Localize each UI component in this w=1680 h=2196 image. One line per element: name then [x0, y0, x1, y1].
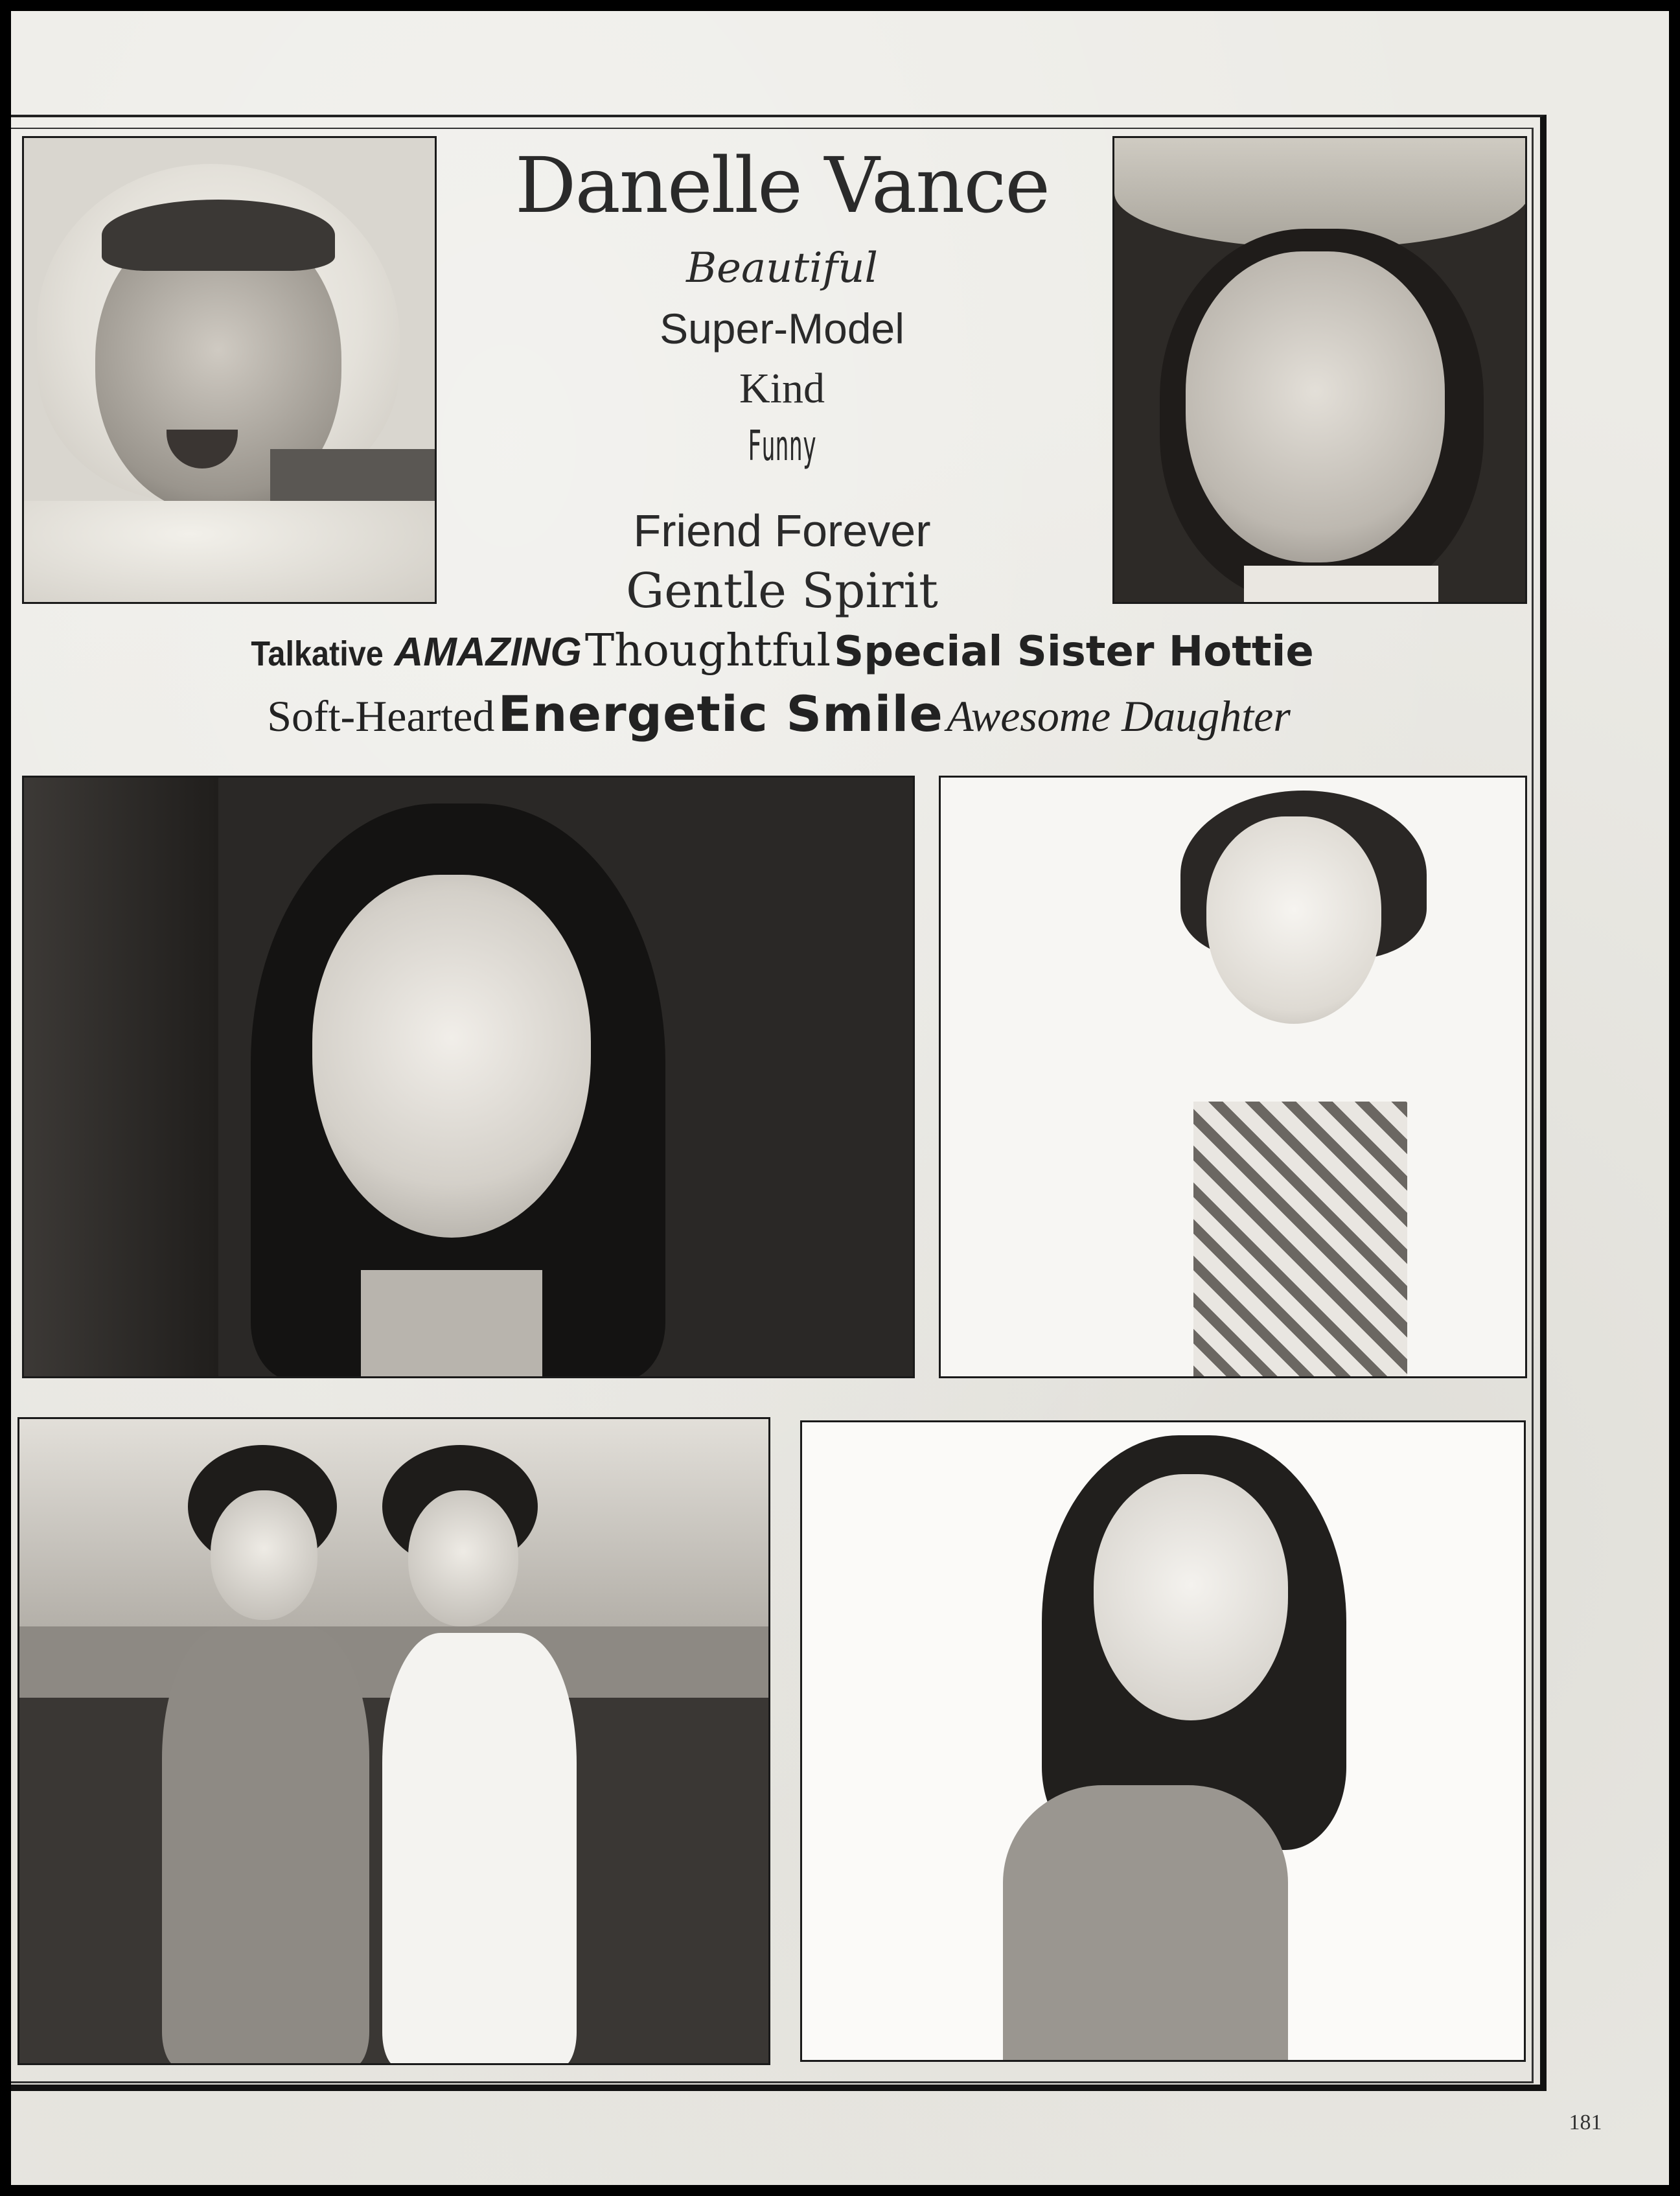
word-special-sister-hottie: Special Sister Hottie [834, 628, 1314, 676]
word-funny: Funny [748, 422, 816, 470]
sisters-photo [17, 1417, 770, 2065]
portrait-photo-dark [22, 776, 915, 1378]
descriptor-line-1 [11, 625, 1547, 676]
word-talkative: Talkative [251, 634, 384, 673]
word-soft-hearted: Soft-Hearted [267, 691, 495, 741]
child-photo [1112, 136, 1527, 604]
word-beautiful: Beautiful [686, 244, 878, 292]
word-awesome-daughter: Awesome Daughter [947, 691, 1291, 741]
portrait-photo-light [939, 776, 1527, 1378]
word-super-model: Super-Model [660, 305, 904, 353]
word-amazing: AMAZING [394, 630, 582, 675]
student-name: Danelle Vance [514, 141, 1050, 230]
word-kind: Kind [739, 365, 825, 412]
word-thoughtful: Thoughtful [584, 625, 831, 676]
word-energetic-smile: Energetic Smile [498, 685, 943, 743]
baby-photo [22, 136, 437, 604]
yearbook-page [11, 11, 1669, 2185]
word-gentle-spirit: Gentle Spirit [626, 563, 938, 619]
smiling-portrait-photo [800, 1420, 1526, 2062]
descriptor-line-2 [11, 685, 1547, 743]
word-friend-forever: Friend Forever [633, 505, 931, 556]
page-number: 181 [1569, 2110, 1602, 2134]
